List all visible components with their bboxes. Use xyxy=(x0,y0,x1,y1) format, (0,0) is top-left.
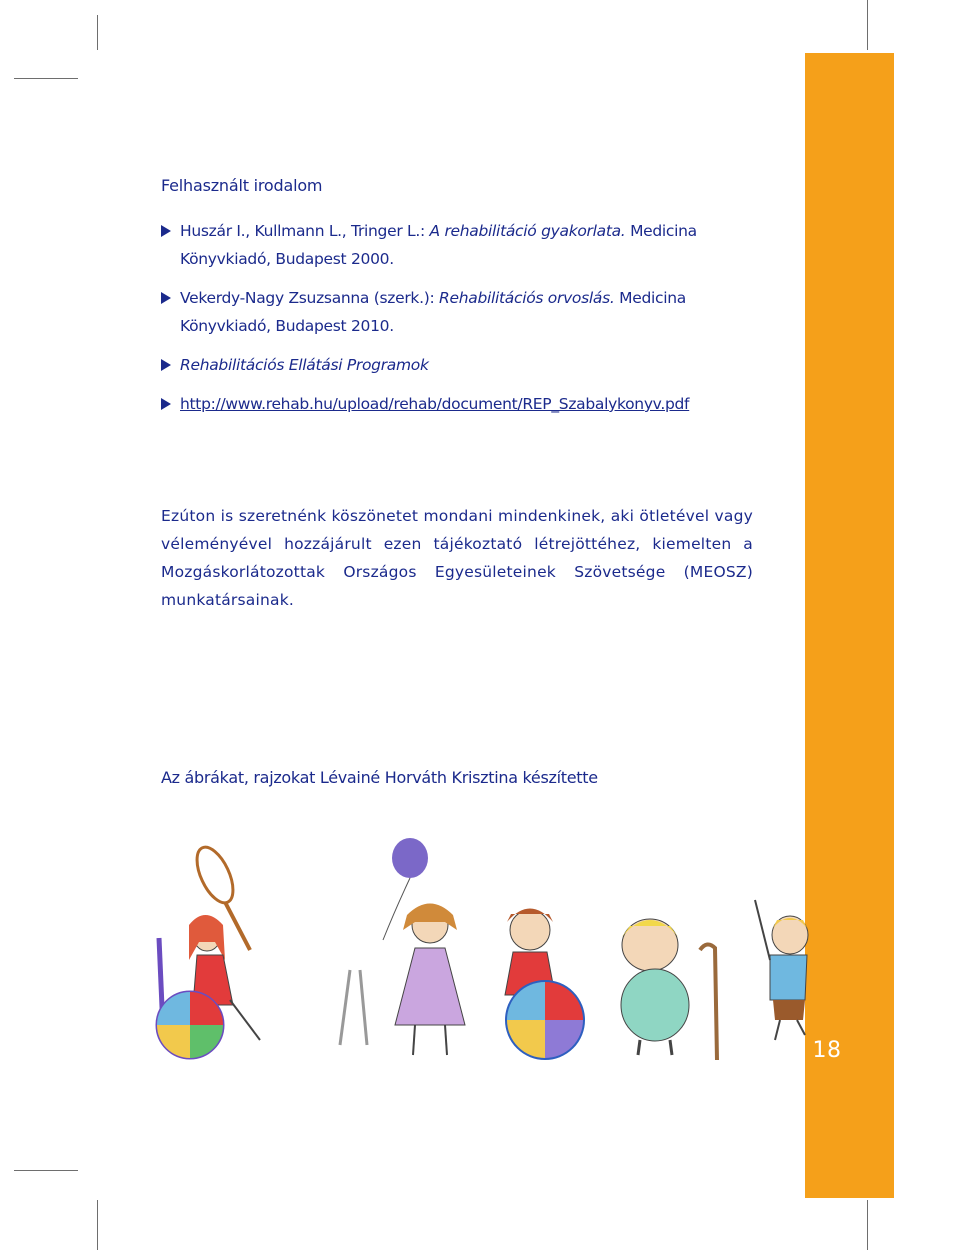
list-item xyxy=(161,284,753,340)
page-number: 18 xyxy=(812,1038,842,1063)
crop-mark xyxy=(867,0,868,50)
play-triangle-bullet-icon xyxy=(161,398,171,410)
list-item xyxy=(161,351,753,379)
reference-text: Medicina Könyvkiadó, Budapest 2010. xyxy=(180,289,686,335)
illustration-credit: Az ábrákat, rajzokat Lévainé Horváth Krisztina készítette xyxy=(161,768,598,787)
page-heading: Felhasznált irodalom xyxy=(161,176,323,195)
acknowledgement-paragraph: Ezúton is szeretnénk köszönetet mondani mindenkinek, aki ötletével vagy véleményével hozzájárult ezen tájékoztató létrejöttéhez, kiemelten a Mozgáskorlátozottak Országos Egyesületeinek Szövetsége (MEOSZ) munkatársainak. xyxy=(161,507,753,609)
reference-title: A rehabilitáció gyakorlata. xyxy=(429,222,626,240)
crop-mark xyxy=(14,1170,78,1171)
play-triangle-bullet-icon xyxy=(161,225,171,237)
child-cane-drawing xyxy=(621,919,717,1060)
reference-text: Huszár I., Kullmann L., Tringer L.: xyxy=(180,222,430,240)
list-item xyxy=(161,217,753,273)
crop-mark xyxy=(14,78,78,79)
play-triangle-bullet-icon xyxy=(161,292,171,304)
reference-text: Vekerdy-Nagy Zsuzsanna (szerk.): xyxy=(180,289,440,307)
main-content xyxy=(161,176,753,630)
child-wheelchair-drawing xyxy=(505,909,583,1059)
list-item xyxy=(161,390,753,418)
reference-text: Medicina Könyvkiadó, Budapest 2000. xyxy=(180,222,697,268)
crop-mark xyxy=(867,1200,868,1250)
reference-title: Rehabilitációs orvoslás. xyxy=(439,289,615,307)
reference-list xyxy=(161,217,753,418)
crop-mark xyxy=(97,1200,98,1250)
reference-link[interactable]: http://www.rehab.hu/upload/rehab/document/REP_Szabalykonyv.pdf xyxy=(180,395,690,413)
child-balloon-drawing xyxy=(340,838,465,1055)
child-wheelchair-racket-drawing xyxy=(157,842,260,1058)
child-jumping-drawing xyxy=(755,900,808,1040)
crop-mark xyxy=(97,15,98,50)
play-triangle-bullet-icon xyxy=(161,359,171,371)
reference-title: Rehabilitációs Ellátási Programok xyxy=(180,356,429,374)
children-illustration xyxy=(145,830,845,1070)
